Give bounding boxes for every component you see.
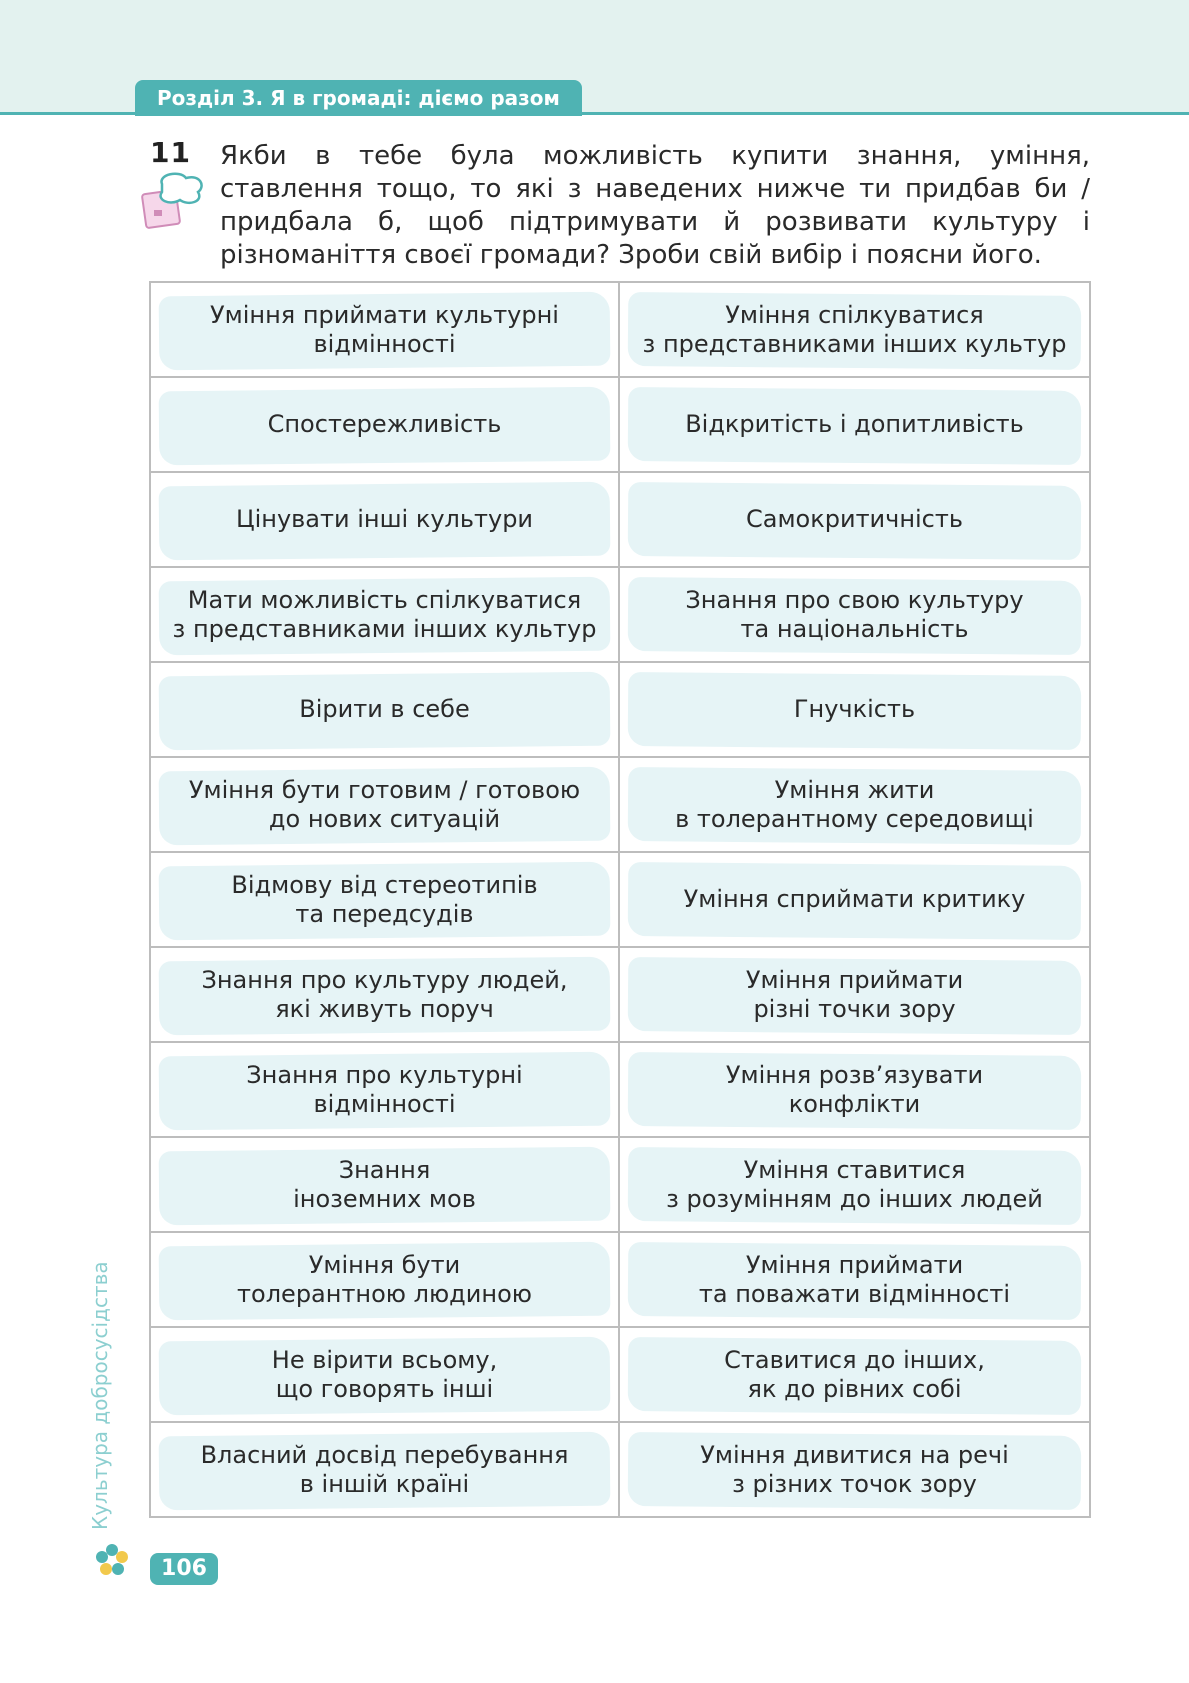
grid-row <box>151 946 1089 1041</box>
cell-text: Відкритість і допитливість <box>685 410 1024 438</box>
cell-text: Уміння дивитися на речі з різних точок зору <box>700 1440 1009 1498</box>
cell-text: Уміння спілкуватися з представниками інших культур <box>642 300 1067 358</box>
grid-row <box>151 1136 1089 1231</box>
grid-cell[interactable] <box>151 378 620 471</box>
cell-text: Спостережливість <box>267 410 502 438</box>
grid-cell[interactable] <box>151 568 620 661</box>
cell-text: Самокритичність <box>745 505 964 533</box>
grid-cell[interactable] <box>620 758 1089 851</box>
cell-text: Уміння приймати та поважати відмінності <box>698 1250 1011 1308</box>
grid-cell[interactable] <box>151 853 620 946</box>
section-title: Розділ 3. Я в громаді: діємо разом <box>135 80 582 116</box>
cell-text: Знання про культуру людей, які живуть поруч <box>201 965 568 1023</box>
cell-text: Мати можливість спілкуватися з представниками інших культур <box>172 585 597 643</box>
cell-text: Ставитися до інших, як до рівних собі <box>724 1345 985 1403</box>
grid-cell[interactable] <box>151 1043 620 1136</box>
grid-row <box>151 1421 1089 1516</box>
cell-text: Уміння жити в толерантному середовищі <box>675 775 1034 833</box>
grid-cell[interactable] <box>151 283 620 376</box>
cell-text: Уміння приймати різні точки зору <box>745 965 964 1023</box>
cell-text: Не вірити всьому, що говорять інші <box>271 1345 498 1403</box>
grid-row <box>151 756 1089 851</box>
choice-grid <box>149 281 1091 1518</box>
grid-row <box>151 471 1089 566</box>
grid-cell[interactable] <box>151 1138 620 1231</box>
grid-cell[interactable] <box>151 1423 620 1516</box>
cell-text: Знання іноземних мов <box>293 1155 476 1213</box>
grid-cell[interactable] <box>620 853 1089 946</box>
grid-cell[interactable] <box>151 758 620 851</box>
grid-row <box>151 1231 1089 1326</box>
flower-icon <box>95 1543 129 1577</box>
grid-cell[interactable] <box>620 1043 1089 1136</box>
grid-cell[interactable] <box>151 1328 620 1421</box>
task-number: 11 <box>150 136 191 169</box>
cell-text: Знання про свою культуру та національність <box>685 585 1024 643</box>
grid-cell[interactable] <box>620 948 1089 1041</box>
cell-text: Знання про культурні відмінності <box>246 1060 523 1118</box>
grid-row <box>151 376 1089 471</box>
grid-row <box>151 661 1089 756</box>
cell-text: Цінувати інші культури <box>235 505 534 533</box>
cell-text: Відмову від стереотипів та передсудів <box>231 870 538 928</box>
grid-cell[interactable] <box>151 948 620 1041</box>
cell-text: Гнучкість <box>793 695 916 723</box>
cell-text: Уміння бути толерантною людиною <box>237 1250 532 1308</box>
grid-cell[interactable] <box>151 663 620 756</box>
grid-cell[interactable] <box>620 473 1089 566</box>
grid-cell[interactable] <box>620 378 1089 471</box>
grid-cell[interactable] <box>620 568 1089 661</box>
side-label: Культура добросусідства <box>88 1261 112 1530</box>
cell-text: Уміння бути готовим / готовою до нових ситуацій <box>188 775 581 833</box>
grid-cell[interactable] <box>151 473 620 566</box>
cell-text: Уміння приймати культурні відмінності <box>210 300 559 358</box>
grid-cell[interactable] <box>620 1423 1089 1516</box>
speech-bubble-icon <box>140 172 206 234</box>
cell-text: Вірити в себе <box>299 695 470 723</box>
task-prompt: Якби в тебе була можливість купити знання, уміння, ставлення тощо, то які з наведених нижче ти придбав би / придбала б, щоб підтримувати й розвивати культуру і різноманіття своєї громади? Зроби свій вибір і поясни його. <box>220 141 1090 270</box>
grid-row <box>151 851 1089 946</box>
grid-cell[interactable] <box>620 1328 1089 1421</box>
grid-cell[interactable] <box>620 283 1089 376</box>
grid-row <box>151 1326 1089 1421</box>
grid-cell[interactable] <box>151 1233 620 1326</box>
grid-row <box>151 1041 1089 1136</box>
grid-row <box>151 283 1089 376</box>
cell-text: Уміння сприймати критику <box>683 885 1026 913</box>
grid-cell[interactable] <box>620 663 1089 756</box>
cell-text: Уміння розв’язувати конфлікти <box>725 1060 984 1118</box>
cell-text: Власний досвід перебування в іншій країні <box>200 1440 569 1498</box>
grid-cell[interactable] <box>620 1233 1089 1326</box>
cell-text: Уміння ставитися з розумінням до інших людей <box>666 1155 1043 1213</box>
page-number: 106 <box>150 1553 218 1585</box>
grid-row <box>151 566 1089 661</box>
grid-cell[interactable] <box>620 1138 1089 1231</box>
